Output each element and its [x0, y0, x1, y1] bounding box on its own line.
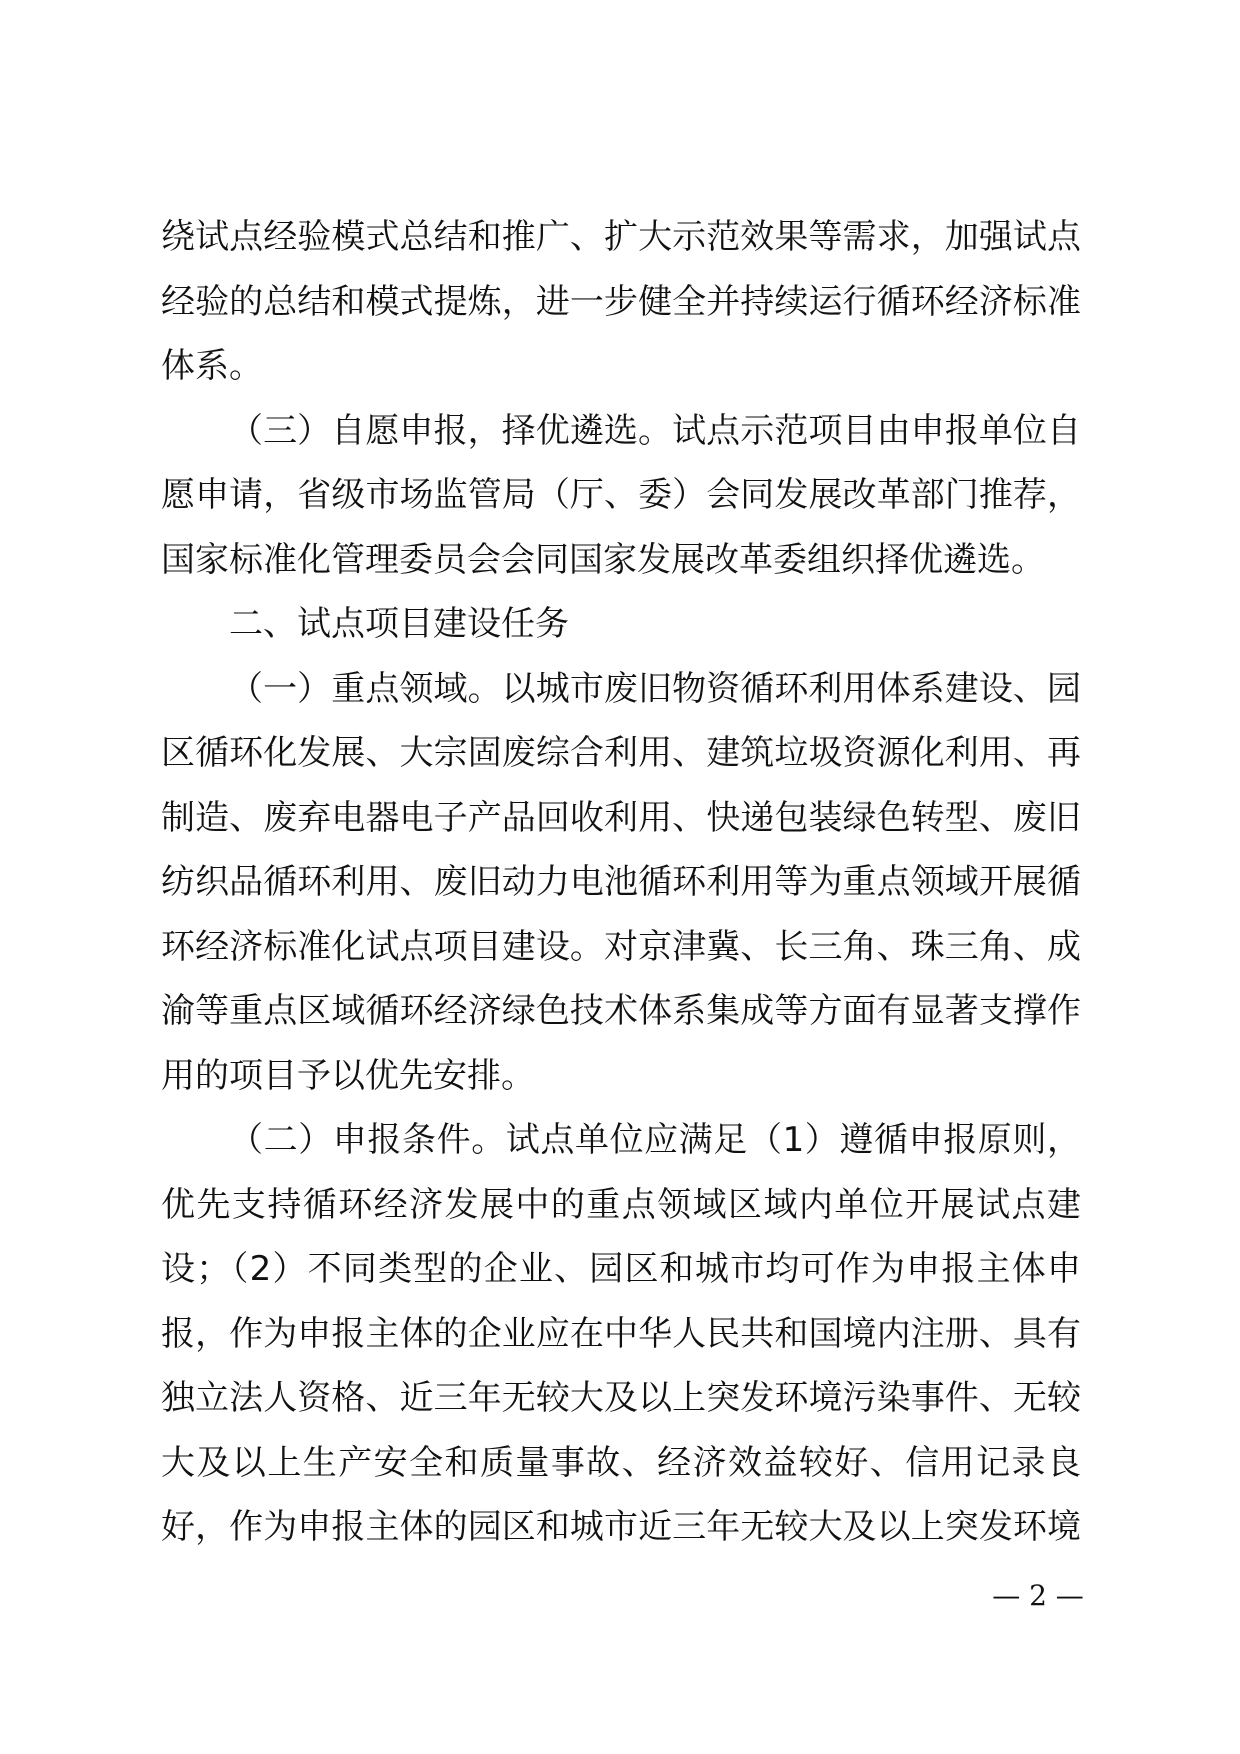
paragraph — [161, 657, 1081, 1109]
text-line: 好，作为申报主体的园区和城市近三年无较大及以上突发环境 — [161, 1507, 1081, 1547]
text-line: 体系。 — [161, 346, 263, 386]
page-number: — 2 — — [992, 1579, 1084, 1612]
heading-text: 二、试点项目建设任务 — [229, 604, 569, 644]
text-line: 大及以上生产安全和质量事故、经济效益较好、信用记录良 — [161, 1442, 1081, 1483]
text-line: 设；（2）不同类型的企业、园区和城市均可作为申报主体申 — [161, 1249, 1081, 1289]
text-line: （一）重点领域。以城市废旧物资循环利用体系建设、园 — [229, 668, 1081, 709]
text-line: 环经济标准化试点项目建设。对京津冀、长三角、珠三角、成 — [161, 926, 1081, 967]
text-line: 制造、废弃电器电子产品回收利用、快递包装绿色转型、废旧 — [161, 797, 1081, 838]
text-line: 纺织品循环利用、废旧动力电池循环利用等为重点领域开展循 — [161, 862, 1081, 902]
text-line: 渝等重点区域循环经济绿色技术体系集成等方面有显著支撑作 — [161, 991, 1081, 1031]
document-body — [161, 205, 1081, 1560]
text-line: 区循环化发展、大宗固废综合利用、建筑垃圾资源化利用、再 — [161, 733, 1081, 773]
text-line: 报，作为申报主体的企业应在中华人民共和国境内注册、具有 — [161, 1313, 1081, 1354]
text-line: 经验的总结和模式提炼，进一步健全并持续运行循环经济标准 — [161, 281, 1081, 322]
text-line: 国家标准化管理委员会会同国家发展改革委组织择优遴选。 — [161, 539, 1045, 580]
paragraph — [161, 399, 1081, 593]
paragraph — [161, 1108, 1081, 1560]
text-line: （三）自愿申报，择优遴选。试点示范项目由申报单位自 — [229, 410, 1081, 451]
paragraph — [161, 205, 1081, 399]
text-line: 独立法人资格、近三年无较大及以上突发环境污染事件、无较 — [161, 1378, 1081, 1418]
text-line: 用的项目予以优先安排。 — [161, 1055, 535, 1096]
text-line: （二）申报条件。试点单位应满足（1）遵循申报原则， — [229, 1120, 1081, 1160]
text-line: 愿申请，省级市场监管局（厅、委）会同发展改革部门推荐， — [161, 475, 1081, 515]
text-line: 绕试点经验模式总结和推广、扩大示范效果等需求，加强试点 — [161, 217, 1081, 257]
section-heading — [161, 592, 1081, 657]
text-line: 优先支持循环经济发展中的重点领域区域内单位开展试点建 — [161, 1184, 1081, 1225]
